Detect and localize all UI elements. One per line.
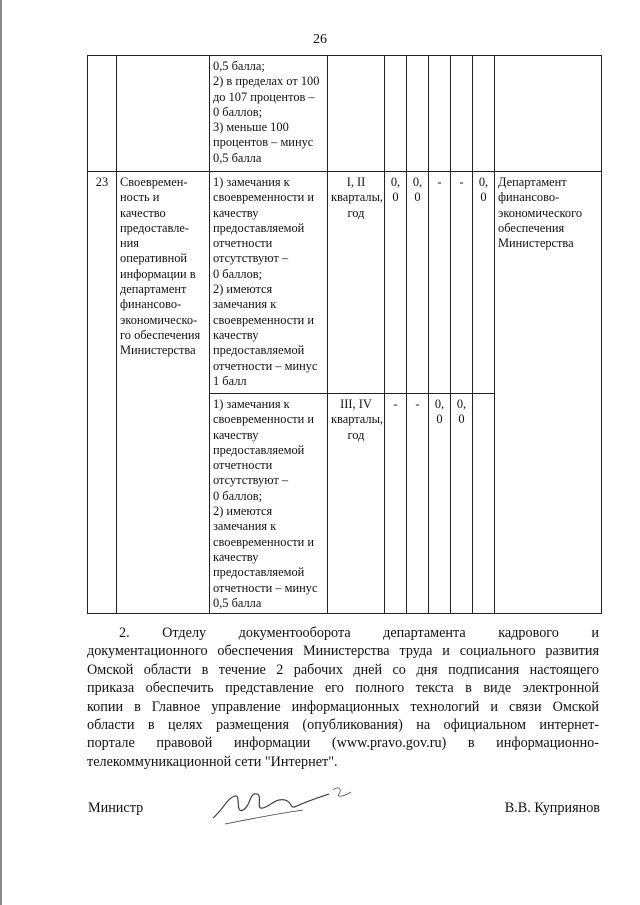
indicator-cell: Своевремен- ность и качество предоставле- ния оперативной информации в департамент финансово- экономическо- го обеспечения Министерства bbox=[117, 172, 210, 614]
handwritten-signature bbox=[205, 780, 355, 830]
value-cell: - bbox=[429, 172, 451, 394]
row-number: 23 bbox=[88, 172, 117, 614]
value-cell: 0,0 bbox=[473, 172, 495, 394]
criteria-table bbox=[87, 55, 602, 614]
period-cell-1: I, II кварталы, год bbox=[328, 172, 385, 394]
criteria-cell-1: 1) замечания к своевременности и качеству предоставляемой отчетности отсутствуют – 0 баллов; 2) имеются замечания к своевременности и качеству предоставляемой отчетности – минус 1 балл bbox=[210, 172, 328, 394]
value-cell: 0,0 bbox=[407, 172, 429, 394]
value-cell bbox=[473, 394, 495, 614]
table-row bbox=[88, 172, 602, 394]
table-row bbox=[88, 56, 602, 172]
value-cell: 0,0 bbox=[429, 394, 451, 614]
criteria-cell-2: 1) замечания к своевременности и качеству предоставляемой отчетности отсутствуют – 0 баллов; 2) имеются замечания к своевременности и качеству предоставляемой отчетности – минус 0,5 балла bbox=[210, 394, 328, 614]
value-cell: 0,0 bbox=[385, 172, 407, 394]
signatory-title: Министр bbox=[88, 800, 144, 816]
order-paragraph: 2. Отделу документооборота департамента кадрового и документационного обеспечения Министерства труда и социального развития Омской области в течение 2 рабочих дней со дня подписания настоящего приказа обеспечить представление его полного текста в виде электронной копии в Главное управление информационных технологий и связи Омской области в целях размещения (опубликования) на официальном интернет- портале правовой информации (www.pravo.gov.ru) в информационно- телекоммуникационной сети "Интернет". bbox=[87, 625, 599, 770]
value-cell: - bbox=[407, 394, 429, 614]
signatory-name: В.В. Куприянов bbox=[504, 800, 600, 816]
page-number: 26 bbox=[313, 32, 327, 47]
scan-edge bbox=[0, 0, 2, 905]
value-cell: - bbox=[451, 172, 473, 394]
value-cell: 0,0 bbox=[451, 394, 473, 614]
continuation-criteria-cell: 0,5 балла; 2) в пределах от 100 до 107 процентов – 0 баллов; 3) меньше 100 процентов – минус 0,5 балла bbox=[210, 56, 328, 172]
value-cell: - bbox=[385, 394, 407, 614]
period-cell-2: III, IV кварталы, год bbox=[328, 394, 385, 614]
responsible-cell: Департамент финансово- экономического обеспечения Министерства bbox=[495, 172, 602, 614]
